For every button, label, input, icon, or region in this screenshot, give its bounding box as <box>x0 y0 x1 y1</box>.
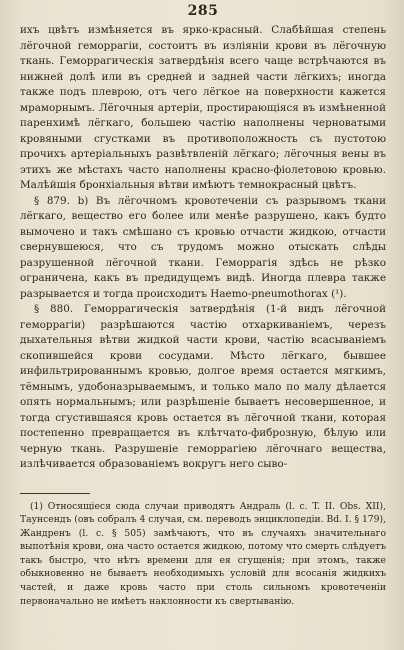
paragraph-section-880: § 880. Геморрагическія затвердѣнія (1-й видъ лёгочной геморрагіи) разрѣшаются частію отхаркиваніемъ, черезъ дыхательныя вѣтви жидкой части крови, частію всасываніемъ скопившейся крови сосудами. Мѣсто лёгкаго, бывшее инфильтрированнымъ кровью, долгое время остается мягкимъ, тёмнымъ, удобоназрываемымъ, и только мало по малу дѣлается опять нормальнымъ; или разрѣшеніе бываетъ несовершенное, и тогда сгустившаяся кровь остается въ лёгочной ткани, которая постепенно превращается въ клѣтчато-фиброзную, бѣлую или черную ткань. Разрушеніе геморрагіею лёгочнаго вещества, излѣчивается образованіемъ вокругъ него сыво- <box>20 303 386 470</box>
paragraph-1: ихъ цвѣтъ измѣняется въ ярко-красный. Слабѣйшая степень лёгочной геморрагіи, состоитъ въ изліяніи крови въ лёгочную ткань. Геморрагическія затвердѣнія всего чаще встрѣчаются въ нижней долѣ или въ средней и задней части лёгкихъ; иногда также подъ плеврою, отъ чего лёгкое на поверхности кажется мраморнымъ. Лёгочныя артеріи, простирающіяся въ измѣненной паренхимѣ лёгкаго, большею частію наполнены черноватыми кровяными сгустками въ противоположность съ пустотою прочихъ артеріальныхъ развѣтвленій лёгкаго; лёгочныя вены въ этихъ же мѣстахъ часто наполнены красно-фіолетовою кровью. Малѣйшія бронхіальныя вѣтви имѣютъ темнокрасный цвѣтъ. <box>20 24 386 191</box>
main-text <box>20 23 386 473</box>
paragraph-section-879: § 879. b) Въ лёгочномъ кровотеченіи съ разрывомъ ткани лёгкаго, вещество его более или менѣе разрушено, какъ будто вымочено и такъ смѣшано съ кровью отчасти жидкою, отчасти свернувшеюся, что съ трудомъ можно отыскать слѣды разрушенной лёгочной ткани. Геморрагія здѣсь не рѣзко ограничена, какъ въ предидущемъ видѣ. Иногда плевра также разрывается и тогда происходитъ Haemo-pneumothorax (¹). <box>20 194 386 300</box>
page-number: 285 <box>187 3 219 19</box>
footnote-1: (1) Относящіеся сюда случаи приводятъ Андраль (l. c. T. II. Obs. XII), Таунсендъ (овъ собралъ 4 случая, см. переводъ энциклопедіи. Bd. I. § 179), Жандренъ (l. c. § 505) замѣчаютъ, что въ случаяхъ значительнаго выпотѣнія крови, она часто остается жидкою, потому что смерть слѣдуетъ такъ быстро, что нѣтъ времени для ея сгущенія; при этомъ, также обыкновенно не бываетъ необходимыхъ условій для всосанія жидкихъ частей, и даже кровь часто при столь сильномъ кровотеченіи первоначально не имѣетъ наклонности къ свертыванію. <box>20 500 386 607</box>
footnote-divider <box>20 493 90 494</box>
footnotes <box>20 500 386 609</box>
